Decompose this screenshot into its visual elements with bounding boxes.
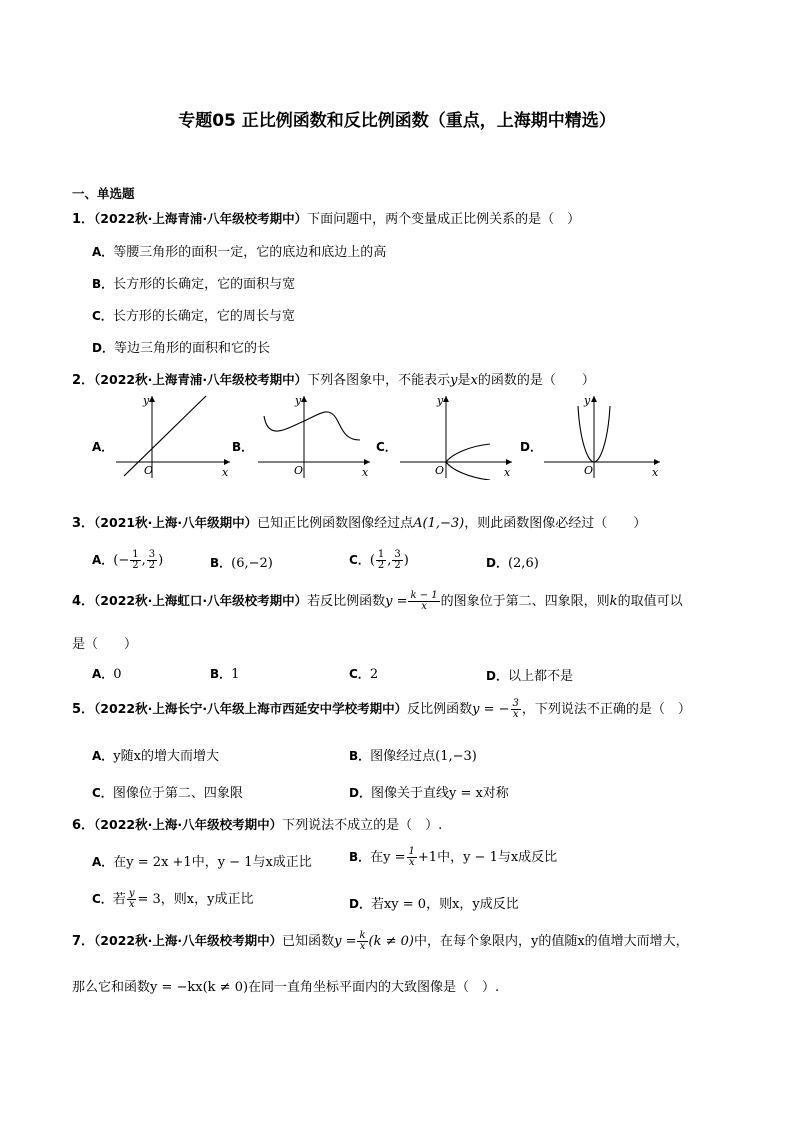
svg-text:O: O <box>435 464 445 477</box>
q6-option-c: C．若 $\frac{y}{x}$ = 3，则x，y成正比 <box>92 888 254 910</box>
q5-option-c: C．图像位于第二、四象限 <box>92 786 243 801</box>
question-source: （2022秋·上海青浦·八年级校考期中） <box>94 211 308 226</box>
q6-option-b: B．在y = $\frac{1}{x}$ +1中，y − 1与x成反比 <box>349 846 558 868</box>
q4-option-d: D．以上都不是 <box>486 669 573 684</box>
q5-option-a: A．y随x的增大而增大 <box>92 749 219 764</box>
q5-option-d: D．图像关于直线y = x对称 <box>349 786 509 801</box>
question-7: 7．（2022秋·上海·八年级校考期中）已知函数y = $\frac{k}{x}$ (k ≠ 0)中，在每个象限内，y的值随x的值增大而增大， <box>72 930 689 952</box>
svg-text:x: x <box>362 466 369 479</box>
q1-option-d: D．等边三角形的面积和它的长 <box>92 341 270 356</box>
question-number: 2． <box>72 373 95 388</box>
question-source: （2022秋·上海青浦·八年级校考期中） <box>94 372 308 387</box>
question-number: 1． <box>72 212 95 227</box>
q4-option-c: C．2 <box>349 667 379 682</box>
question-6: 6．（2022秋·上海·八年级校考期中）下列说法不成立的是（ ）. <box>72 817 443 833</box>
question-stem: 下面问题中，两个变量成正比例关系的是（ ） <box>307 212 581 227</box>
svg-text:y: y <box>437 394 444 407</box>
graph-b <box>254 392 376 480</box>
graph-c <box>396 392 518 480</box>
q3-option-c: C．( $\frac{1}{2}$ , $\frac{3}{2}$ ) <box>349 549 409 571</box>
question-3: 3．（2021秋·上海·八年级期中）已知正比例函数图像经过点A(1,−3)，则此函数图像必经过（ ） <box>72 515 647 531</box>
q1-option-b: B．长方形的长确定，它的面积与宽 <box>92 277 296 292</box>
question-source: （2022秋·上海·八年级校考期中） <box>94 933 283 948</box>
question-7-cont: 那么它和函数y = −kx(k ≠ 0)在同一直角坐标平面内的大致图像是（ ）. <box>72 980 500 995</box>
question-4: 4．（2022秋·上海虹口·八年级校考期中）若反比例函数y = $\frac{k - 1}{x}$ 的图象位于第二、四象限，则k的取值可以 <box>72 590 683 612</box>
svg-text:y: y <box>295 394 302 407</box>
q4-option-b: B．1 <box>210 667 240 682</box>
graph-d-label: D． <box>520 440 542 454</box>
graph-c-label: C． <box>376 440 397 454</box>
q4-option-a: A．0 <box>92 667 122 682</box>
svg-text:x: x <box>504 466 511 479</box>
y-axis-label: y <box>143 394 150 407</box>
q1-option-c: C．长方形的长确定，它的周长与宽 <box>92 309 295 324</box>
q6-option-a: A．在y = 2x +1中，y − 1与x成正比 <box>92 855 312 870</box>
page-title: 专题05 正比例函数和反比例函数（重点，上海期中精选） <box>178 111 616 131</box>
question-source: （2022秋·上海·八年级校考期中） <box>94 817 283 832</box>
question-source: （2021秋·上海·八年级期中） <box>94 515 258 530</box>
graph-a-label: A． <box>92 440 114 454</box>
graph-b-label: B． <box>232 440 254 454</box>
svg-text:x: x <box>652 466 659 479</box>
q1-option-a: A．等腰三角形的面积一定，它的底边和底边上的高 <box>92 245 387 260</box>
q3-option-d: D．(2,6) <box>486 556 539 571</box>
question-2: 2．（2022秋·上海青浦·八年级校考期中）下列各图象中，不能表示y是x的函数的是（ ） <box>72 372 595 388</box>
svg-text:O: O <box>294 464 304 477</box>
question-4-cont: 是（ ） <box>72 637 138 652</box>
x-axis-label: x <box>222 466 229 479</box>
graph-d <box>540 392 666 480</box>
section-heading: 一、单选题 <box>72 186 135 201</box>
graph-a <box>110 392 240 480</box>
q3-option-b: B．(6,−2) <box>210 556 273 571</box>
question-source: （2022秋·上海长宁·八年级上海市西延安中学校考期中） <box>94 701 408 716</box>
svg-text:y: y <box>584 394 591 407</box>
q5-option-b: B．图像经过点(1,−3) <box>349 749 477 764</box>
origin-label: O <box>144 464 154 477</box>
question-1 <box>72 208 580 227</box>
point-a: A(1,−3) <box>413 516 465 531</box>
svg-text:O: O <box>584 464 594 477</box>
q3-option-a: A．(− $\frac{1}{2}$ , $\frac{3}{2}$ ) <box>92 549 164 571</box>
question-source: （2022秋·上海虹口·八年级校考期中） <box>94 593 308 608</box>
q6-option-d: D．若xy = 0，则x，y成反比 <box>349 897 519 912</box>
question-5: 5．（2022秋·上海长宁·八年级上海市西延安中学校考期中）反比例函数y = − $\frac{3}{x}$ ，下列说法不正确的是（ ） <box>72 698 691 720</box>
